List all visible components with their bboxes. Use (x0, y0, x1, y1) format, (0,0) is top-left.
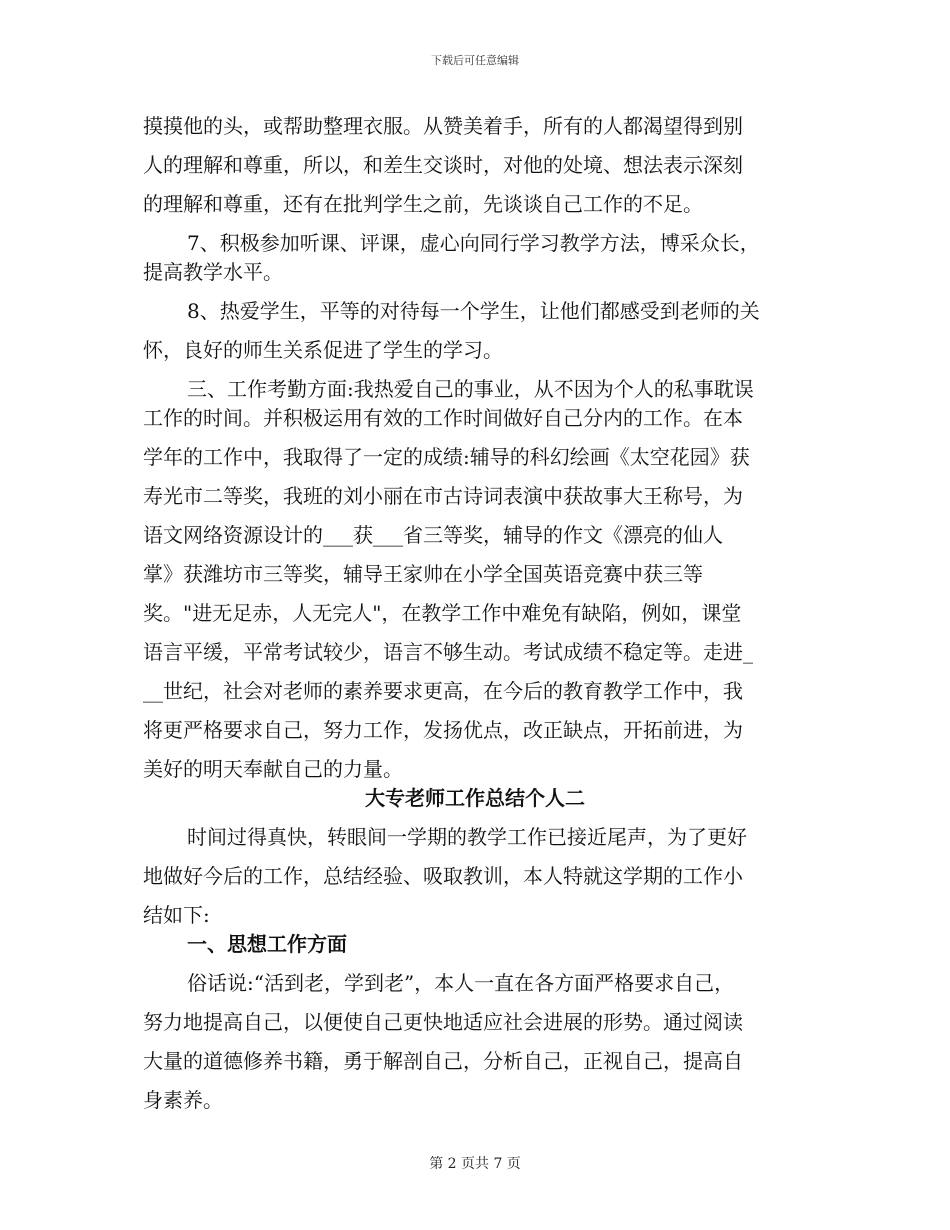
paragraph-line: 奖。"进无足赤，人无完人"，在教学工作中难免有缺陷，例如，课堂 (143, 601, 742, 625)
paragraph-line: 掌》获潍坊市三等奖，辅导王家帅在小学全国英语竞赛中获三等 (143, 562, 703, 586)
section-heading: 一、思想工作方面 (187, 932, 347, 956)
paragraph-line: 的理解和尊重，还有在批判学生之前，先谈谈自己工作的不足。 (143, 192, 703, 216)
paragraph-line: 寿光市二等奖，我班的刘小丽在市古诗词表演中获故事大王称号，为 (143, 484, 743, 508)
paragraph-line: 地做好今后的工作，总结经验、吸取教训，本人特就这学期的工作小 (143, 864, 743, 888)
paragraph-line: 时间过得真快，转眼间一学期的教学工作已接近尾声，为了更好 (187, 825, 747, 849)
paragraph-line: __世纪，社会对老师的素养要求更高，在今后的教育教学工作中，我 (143, 679, 743, 703)
paragraph-line: 人的理解和尊重，所以，和差生交谈时，对他的处境、想法表示深刻 (143, 153, 743, 177)
paragraph-line: 工作的时间。并积极运用有效的工作时间做好自己分内的工作。在本 (143, 406, 743, 430)
paragraph-line: 提高教学水平。 (143, 260, 283, 284)
paragraph-line: 语文网络资源设计的___获___省三等奖，辅导的作文《漂亮的仙人 (143, 523, 723, 547)
paragraph-line: 大量的道德修养书籍，勇于解剖自己，分析自己，正视自己，提高自 (143, 1049, 743, 1073)
paragraph-line: 努力地提高自己，以便使自己更快地适应社会进展的形势。通过阅读 (143, 1010, 743, 1034)
paragraph-line: 8、热爱学生，平等的对待每一个学生，让他们都感受到老师的关 (187, 299, 760, 323)
paragraph-line: 怀，良好的师生关系促进了学生的学习。 (143, 338, 503, 362)
paragraph-line: 身素养。 (143, 1088, 223, 1112)
paragraph-line: 将更严格要求自己，努力工作，发扬优点，改正缺点，开拓前进，为 (143, 718, 743, 742)
paragraph-line: 语言平缓，平常考试较少，语言不够生动。考试成绩不稳定等。走进_ (143, 640, 753, 664)
paragraph-line: 摸摸他的头，或帮助整理衣服。从赞美着手，所有的人都渴望得到别 (143, 114, 743, 138)
paragraph-line: 俗话说:“活到老，学到老”，本人一直在各方面严格要求自己， (187, 971, 735, 995)
paragraph-line: 美好的明天奉献自己的力量。 (143, 757, 403, 781)
page-footer: 第 2 页共 7 页 (429, 1156, 521, 1172)
paragraph-line: 结如下: (143, 903, 210, 927)
paragraph-line: 学年的工作中，我取得了一定的成绩:辅导的科幻绘画《太空花园》获 (143, 445, 750, 469)
paragraph-line: 7、积极参加听课、评课，虚心向同行学习教学方法，博采众长， (187, 231, 760, 255)
paragraph-line: 三、工作考勤方面:我热爱自己的事业，从不因为个人的私事耽误 (187, 377, 754, 401)
page-header: 下载后可任意编辑 (431, 54, 519, 67)
section-title: 大专老师工作总结个人二 (365, 786, 585, 810)
